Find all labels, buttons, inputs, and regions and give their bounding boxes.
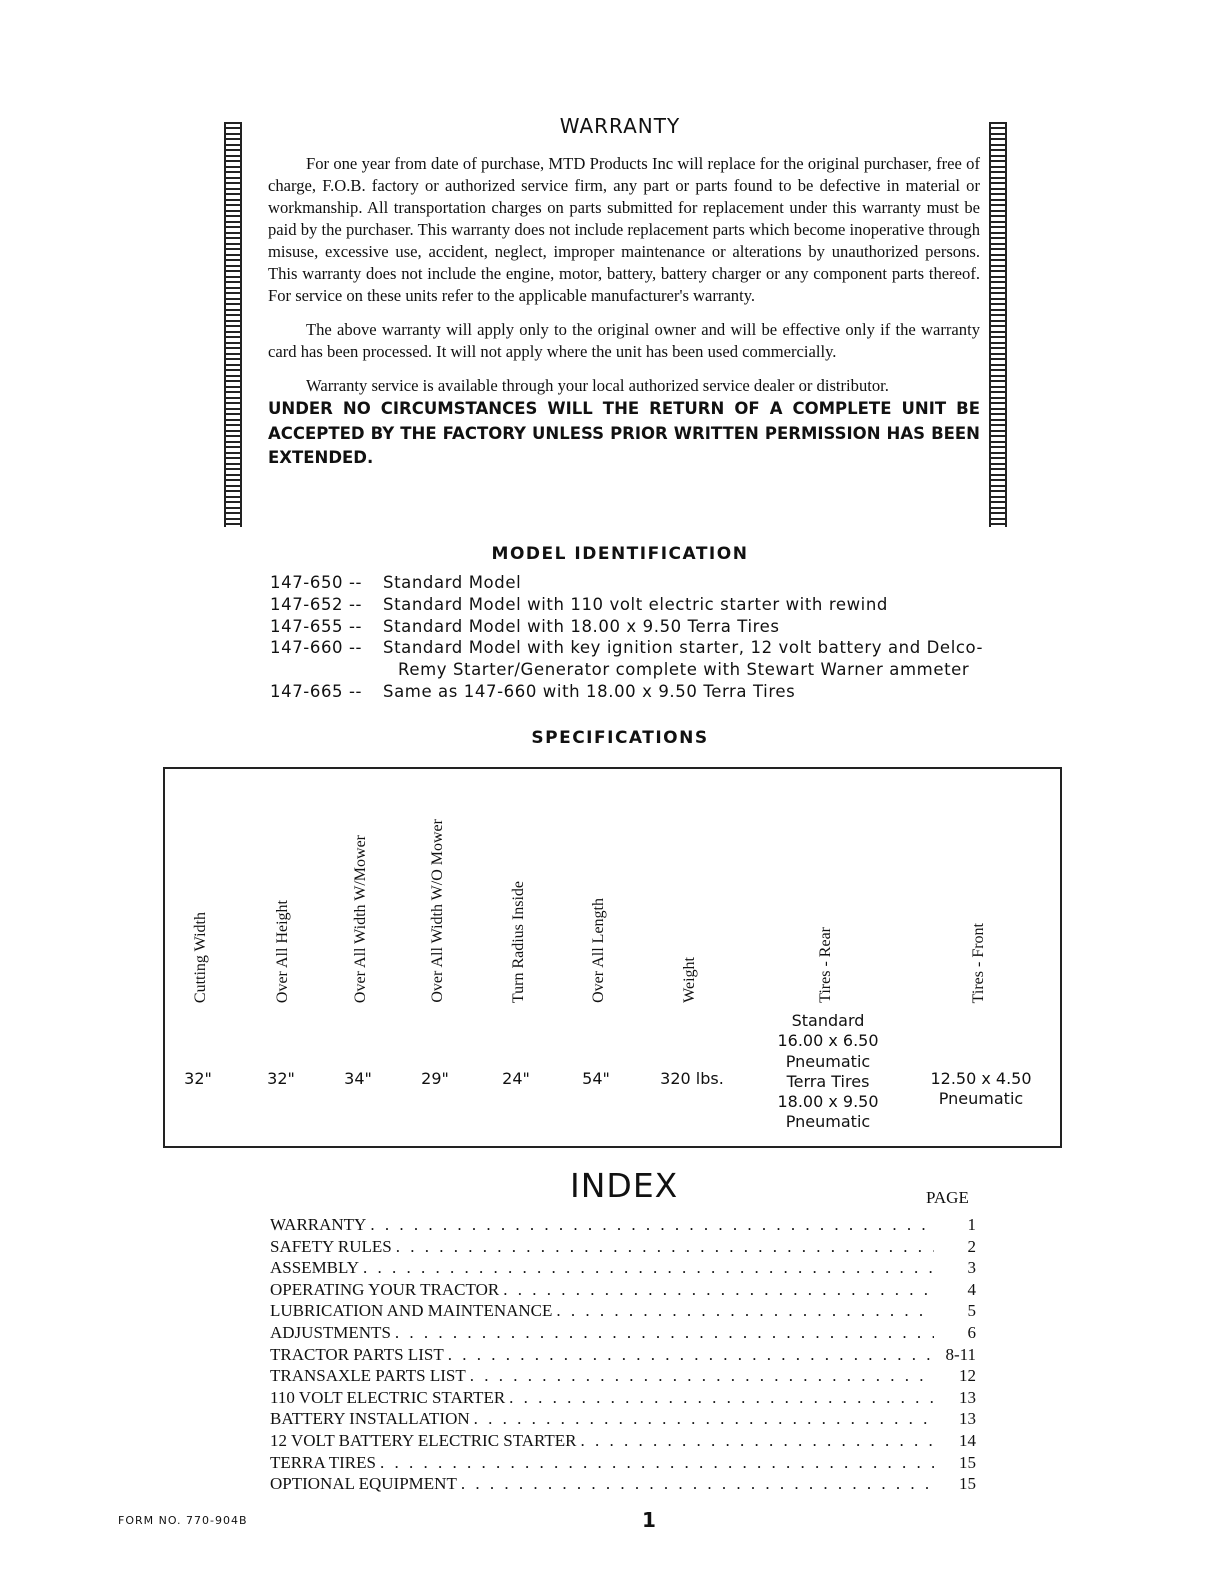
dot-leader (505, 1387, 934, 1409)
spec-value: 24" (502, 1069, 530, 1088)
spec-header: Over All Height (274, 899, 291, 1003)
model-description: Same as 147-660 with 18.00 x 9.50 Terra Tires (383, 681, 796, 701)
spec-header: Turn Radius Inside (510, 880, 527, 1003)
index-entry (270, 1322, 976, 1344)
rear-tire-line: Pneumatic (785, 1112, 871, 1132)
rear-tire-line: 18.00 x 9.50 (777, 1092, 879, 1112)
index-entry (270, 1300, 976, 1322)
index-entry-page: 15 (959, 1474, 976, 1494)
warranty-paragraph-3: Warranty service is available through your local authorized service dealer or distributor. (306, 376, 889, 395)
index-entry-label: BATTERY INSTALLATION (270, 1409, 470, 1429)
index-entry-label: ASSEMBLY (270, 1258, 359, 1278)
index-entry-page: 12 (959, 1366, 976, 1386)
dot-leader (576, 1430, 934, 1452)
model-row (270, 572, 983, 594)
model-row (270, 594, 983, 616)
decorative-border-left (224, 122, 242, 527)
front-tire-line: Pneumatic (938, 1089, 1024, 1109)
spec-value: 29" (421, 1069, 449, 1088)
spec-header: Tires - Rear (817, 927, 834, 1003)
spec-value: 32" (184, 1069, 212, 1088)
spec-value: 32" (267, 1069, 295, 1088)
dot-leader (392, 1236, 934, 1258)
spec-value: 34" (344, 1069, 372, 1088)
warranty-paragraph-2: The above warranty will apply only to the original owner and will be effective only if the warranty card has been processed. It will not apply where the unit has been used commercially. (268, 320, 980, 361)
index-entry (270, 1387, 976, 1409)
dot-leader (391, 1322, 934, 1344)
rear-tire-line: Standard (791, 1011, 865, 1030)
index-entry-page: 2 (967, 1236, 976, 1256)
spec-value: 54" (582, 1069, 610, 1088)
warranty-notice: UNDER NO CIRCUMSTANCES WILL THE RETURN OF A COMPLETE UNIT BE ACCEPTED BY THE FACTORY UNLESS PRIOR WRITTEN PERMISSION HAS BEEN EXTENDED. (268, 399, 980, 467)
warranty-paragraph-1: For one year from date of purchase, MTD Products Inc will replace for the original purchaser, free of charge, F.O.B. factory or authorized service firm, any part or parts found to be defective in material or workmanship. All transportation charges on parts submitted for replacement under this warranty must be paid by the purchaser. This warranty does not include replacement parts which become inoperative through misuse, excessive use, accident, neglect, improper maintenance or alterations by unauthorized persons. This warranty does not include the engine, motor, battery, battery charger or any component parts thereof. For service on these units refer to the applicable manufacturer's warranty. (268, 154, 980, 305)
model-description: Standard Model with 110 volt electric starter with rewind (383, 594, 888, 614)
index-entry-page: 6 (967, 1322, 976, 1342)
decorative-border-right (989, 122, 1007, 527)
rear-tires-value (777, 1011, 878, 1133)
index-entry-page: 1 (967, 1215, 976, 1234)
model-description: Standard Model (383, 573, 522, 592)
spec-header: Cutting Width (192, 911, 209, 1003)
model-number: 147-660 -- (270, 638, 363, 658)
warranty-title: WARRANTY (559, 114, 681, 138)
index-entry-label: LUBRICATION AND MAINTENANCE (270, 1301, 553, 1321)
dot-leader (470, 1408, 934, 1430)
index-entry-label: OPERATING YOUR TRACTOR (270, 1279, 500, 1299)
index-entry (270, 1452, 976, 1474)
model-number: 147-655 -- (270, 616, 363, 636)
index-entry-label: TERRA TIRES (270, 1452, 376, 1472)
index-entry (270, 1430, 976, 1452)
index-entry-label: ADJUSTMENTS (270, 1322, 391, 1342)
spec-header: Over All Length (590, 898, 607, 1003)
model-row (270, 637, 983, 659)
model-number: 147-665 -- (270, 681, 363, 701)
index-page-label: PAGE (926, 1188, 969, 1207)
spec-value: 320 lbs. (660, 1069, 724, 1088)
index-entry (270, 1473, 976, 1495)
index-entry (270, 1257, 976, 1279)
dot-leader (499, 1279, 934, 1301)
model-list (270, 572, 983, 703)
front-tire-line: 12.50 x 4.50 (930, 1069, 1032, 1088)
index-entry-page: 13 (959, 1387, 976, 1407)
model-description: Standard Model with 18.00 x 9.50 Terra Tires (383, 616, 780, 636)
index-entry-label: 12 VOLT BATTERY ELECTRIC STARTER (270, 1430, 577, 1450)
spec-header: Tires - Front (970, 922, 987, 1003)
index-title: INDEX (570, 1166, 679, 1205)
index-entry (270, 1365, 976, 1387)
index-entry (270, 1214, 976, 1236)
model-row (270, 616, 983, 638)
index-entry-label: TRANSAXLE PARTS LIST (270, 1366, 466, 1386)
index-entry-page: 15 (959, 1452, 976, 1472)
index-entry (270, 1279, 976, 1301)
model-row-continued (270, 659, 983, 681)
index-entry-label: 110 VOLT ELECTRIC STARTER (270, 1387, 506, 1407)
index-entry (270, 1408, 976, 1430)
spec-header: Over All Width W/O Mower (429, 819, 446, 1003)
dot-leader (457, 1473, 934, 1495)
spec-header: Over All Width W/Mower (352, 834, 369, 1003)
specifications-title: SPECIFICATIONS (531, 728, 709, 748)
model-description: Remy Starter/Generator complete with Stewart Warner ammeter (398, 660, 970, 680)
dot-leader (552, 1300, 934, 1322)
warranty-body (268, 153, 980, 471)
front-tires-value (930, 1069, 1031, 1110)
index-entry-label: OPTIONAL EQUIPMENT (270, 1474, 457, 1494)
rear-tire-line: Terra Tires (786, 1071, 870, 1091)
index-entry-label: SAFETY RULES (270, 1236, 392, 1256)
index-entry (270, 1236, 976, 1258)
page-number: 1 (642, 1508, 656, 1532)
index-entry-page: 5 (967, 1301, 976, 1321)
dot-leader (359, 1257, 934, 1279)
index-entry-label: TRACTOR PARTS LIST (270, 1344, 444, 1364)
rear-tire-line: Pneumatic (785, 1051, 871, 1071)
specifications-table (163, 767, 1062, 1148)
index-entry-page: 4 (967, 1279, 976, 1299)
index-list (270, 1214, 976, 1495)
dot-leader (444, 1344, 934, 1366)
model-row (270, 681, 983, 703)
dot-leader (376, 1452, 934, 1474)
spec-header: Weight (681, 957, 698, 1003)
dot-leader (366, 1214, 934, 1236)
index-entry-page: 13 (959, 1409, 976, 1429)
rear-tire-line: 16.00 x 6.50 (777, 1031, 879, 1051)
index-entry-page: 14 (959, 1430, 976, 1450)
model-number: 147-650 -- (270, 573, 363, 592)
dot-leader (466, 1365, 934, 1387)
model-number: 147-652 -- (270, 594, 363, 614)
index-entry-page: 3 (967, 1258, 976, 1278)
form-number: FORM NO. 770-904B (118, 1514, 248, 1527)
index-entry (270, 1344, 976, 1366)
model-identification-title: MODEL IDENTIFICATION (491, 544, 749, 564)
model-description: Standard Model with key ignition starter, 12 volt battery and Delco- (383, 638, 984, 658)
index-entry-label: WARRANTY (270, 1215, 367, 1234)
index-entry-page: 8-11 (945, 1344, 976, 1364)
